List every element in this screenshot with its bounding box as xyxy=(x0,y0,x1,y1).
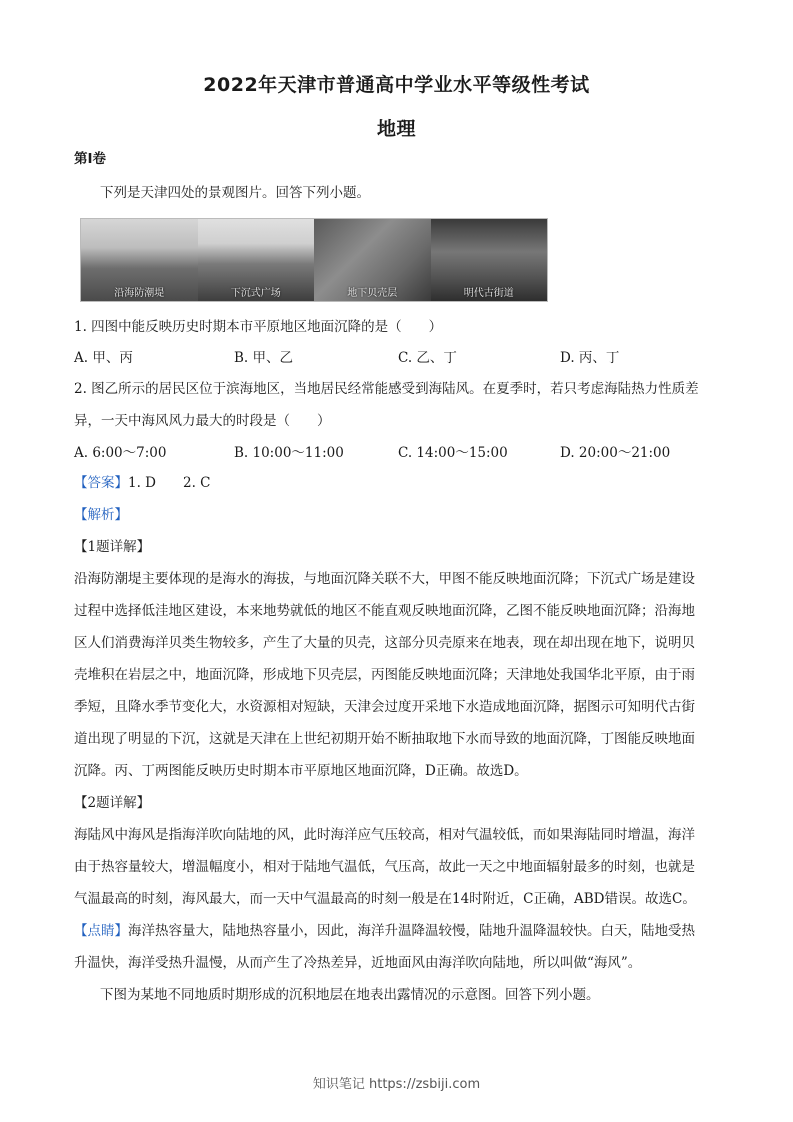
tip-line: 升温快，海洋受热升温慢，从而产生了冷热差异，近地面风由海洋吹向陆地，所以叫做“海风”。 xyxy=(74,955,642,971)
detail1-line: 过程中选择低洼地区建设，本来地势就低的地区不能直观反映地面沉降，乙图不能反映地面沉降；沿海地 xyxy=(74,603,695,619)
detail1-line: 道出现了明显的下沉，这就是天津在上世纪初期开始不断抽取地下水而导致的地面沉降，丁图能反映地面 xyxy=(74,731,695,747)
landscape-photos xyxy=(80,218,548,302)
photo-seawall xyxy=(81,219,198,301)
q2-stem-line: 异，一天中海风风力最大的时段是（ ） xyxy=(74,413,331,429)
q2-option-a: A. 6:00～7:00 xyxy=(74,445,167,461)
q2-option-b: B. 10:00～11:00 xyxy=(234,445,344,461)
answer-line xyxy=(74,474,724,492)
tip-label: 【点睛】 xyxy=(74,923,128,939)
exam-title: 2022年天津市普通高中学业水平等级性考试 xyxy=(203,74,590,96)
detail2-line: 由于热容量较大，增温幅度小，相对于陆地气温低，气压高，故此一天之中地面辐射最多的时刻，也就是 xyxy=(74,859,695,875)
photo-sunken-square xyxy=(198,219,315,301)
detail2-line: 气温最高的时刻，海风最大，而一天中气温最高的时刻一般是在14时附近，C正确，ABD错误。故选C。 xyxy=(74,891,696,907)
footer-watermark: 知识笔记 https://zsbiji.com xyxy=(312,1077,481,1092)
intro-text: 下列是天津四处的景观图片。回答下列小题。 xyxy=(100,185,370,201)
q1-option-c: C. 乙、丁 xyxy=(398,350,457,366)
q2-option-c: C. 14:00～15:00 xyxy=(398,445,508,461)
tip-text: 海洋热容量大，陆地热容量小，因此，海洋升温降温较慢，陆地升温降温较快。白天，陆地受热 xyxy=(128,923,695,939)
next-intro-text: 下图为某地不同地质时期形成的沉积地层在地表出露情况的示意图。回答下列小题。 xyxy=(100,987,600,1003)
photo-caption: 明代古街道 xyxy=(463,288,514,299)
detail2-label: 【2题详解】 xyxy=(74,795,151,811)
detail1-line: 区人们消费海洋贝类生物较多，产生了大量的贝壳，这部分贝壳原来在地表，现在却出现在地下，说明贝 xyxy=(74,635,695,651)
detail1-label: 【1题详解】 xyxy=(74,539,151,555)
q1-option-b: B. 甲、乙 xyxy=(234,350,294,366)
photo-caption: 下沉式广场 xyxy=(230,288,281,299)
subject-title: 地理 xyxy=(376,118,416,140)
detail2-line: 海陆风中海风是指海洋吹向陆地的风，此时海洋应气压较高，相对气温较低，而如果海陆同时增温，海洋 xyxy=(74,827,695,843)
answer-text: 1. D 2. C xyxy=(128,475,211,491)
photo-caption: 地下贝壳层 xyxy=(347,288,398,299)
detail1-line: 壳堆积在岩层之中，地面沉降，形成地下贝壳层，丙图能反映地面沉降；天津地处我国华北平原，由于雨 xyxy=(74,667,695,683)
section-heading: 第Ⅰ卷 xyxy=(74,151,107,167)
photo-ming-street xyxy=(431,219,548,301)
q1-stem: 1. 四图中能反映历史时期本市平原地区地面沉降的是（ ） xyxy=(74,319,443,335)
q1-option-d: D. 丙、丁 xyxy=(560,350,620,366)
q1-option-a: A. 甲、丙 xyxy=(74,350,133,366)
photo-caption: 沿海防潮堤 xyxy=(114,288,165,299)
detail1-line: 季短，且降水季节变化大，水资源相对短缺，天津会过度开采地下水造成地面沉降，据图示可知明代古街 xyxy=(74,699,695,715)
analysis-label: 【解析】 xyxy=(74,507,128,523)
photo-shell-layer xyxy=(314,219,431,301)
tip-line xyxy=(74,922,724,940)
detail1-line: 沉降。丙、丁两图能反映历史时期本市平原地区地面沉降，D正确。故选D。 xyxy=(74,763,528,779)
answer-label: 【答案】 xyxy=(74,475,128,491)
q2-stem-line: 2. 图乙所示的居民区位于滨海地区，当地居民经常能感受到海陆风。在夏季时，若只考虑海陆热力性质差 xyxy=(74,381,699,397)
detail1-line: 沿海防潮堤主要体现的是海水的海拔，与地面沉降关联不大，甲图不能反映地面沉降；下沉式广场是建设 xyxy=(74,571,695,587)
q2-option-d: D. 20:00～21:00 xyxy=(560,445,671,461)
